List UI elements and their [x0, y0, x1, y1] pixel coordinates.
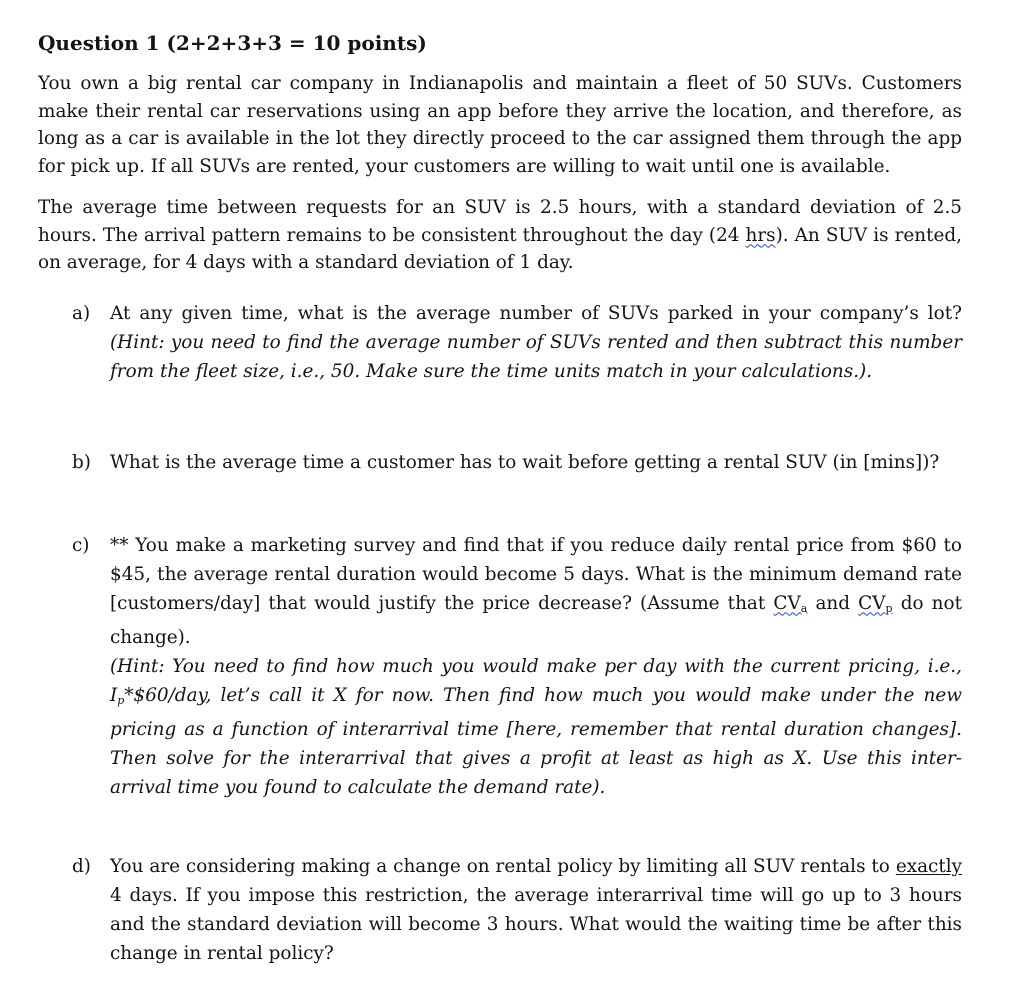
question-b-text: What is the average time a customer has to wait before getting a rental SUV (in [mins])? — [110, 451, 940, 473]
question-d-text-end: 4 days. If you impose this restriction, the average interarrival time will go up to 3 hours and the standard deviation will become 3 hours. What would the waiting time be after this change in rental policy? — [110, 884, 962, 964]
question-c-hint-end: *$60/day, let’s call it X for now. Then find how much you would make under the new pricing as a function of interarrival time [here, remember that rental duration changes]. Then solve for the interarrival that gives a profit at least as high as X. Use this inter-arrival time you found to calculate the demand rate). — [110, 684, 962, 798]
ip-subscript: p — [117, 693, 125, 707]
question-a-letter: a) — [72, 302, 91, 324]
cvp-label: CV — [858, 592, 886, 614]
question-title: Question 1 (2+2+3+3 = 10 points) — [38, 31, 427, 55]
question-a-text: At any given time, what is the average number of SUVs parked in your company’s lot? — [110, 302, 962, 324]
cvp-subscript: p — [885, 601, 893, 615]
question-c-text-end: do not change). — [110, 592, 962, 648]
question-a-hint: (Hint: you need to find the average number of SUVs rented and then subtract this number from the fleet size, i.e., 50. Make sure the time units match in your calculations.). — [110, 331, 962, 382]
question-c-hint-start: (Hint: You need to find how much you would make per day with the current pricing, i.e., I — [110, 655, 962, 706]
question-c-and: and — [807, 592, 859, 614]
intro-p2-end: ). An SUV is rented, on average, for 4 days with a standard deviation of 1 day. — [38, 224, 962, 273]
question-b-letter: b) — [72, 451, 91, 473]
question-b — [38, 448, 962, 477]
cva-label: CV — [773, 592, 801, 614]
question-c-text-start: ** You make a marketing survey and find that if you reduce daily rental price from $60 to $45, the average rental duration would become 5 days. What is the minimum demand rate [customers/day] that would justify the price decrease? (Assume that — [110, 534, 962, 614]
question-a — [38, 299, 962, 386]
question-c-hint — [110, 656, 962, 798]
question-c — [38, 531, 962, 802]
hrs-word: hrs — [745, 224, 776, 246]
intro-p2-start: The average time between requests for an SUV is 2.5 hours, with a standard deviation of 2.5 hours. The arrival pattern remains to be consistent throughout the day (24 — [38, 197, 962, 246]
cva-term — [773, 593, 807, 614]
exactly-word: exactly — [895, 855, 962, 877]
question-c-letter: c) — [72, 534, 90, 556]
intro-paragraph-1: You own a big rental car company in Indianapolis and maintain a fleet of 50 SUVs. Customers make their rental car reservations using an app before they arrive the location, and therefore, as long as a car is available in the lot they directly proceed to the car assigned them through the app for pick up. If all SUVs are rented, your customers are willing to wait until one is available. — [38, 73, 962, 177]
question-d-text-start: You are considering making a change on rental policy by limiting all SUV rentals to — [110, 855, 896, 877]
cva-subscript: a — [800, 601, 808, 615]
question-d — [38, 852, 962, 968]
intro-paragraph-2 — [38, 194, 962, 277]
question-d-letter: d) — [72, 855, 91, 877]
cvp-term — [858, 593, 892, 614]
